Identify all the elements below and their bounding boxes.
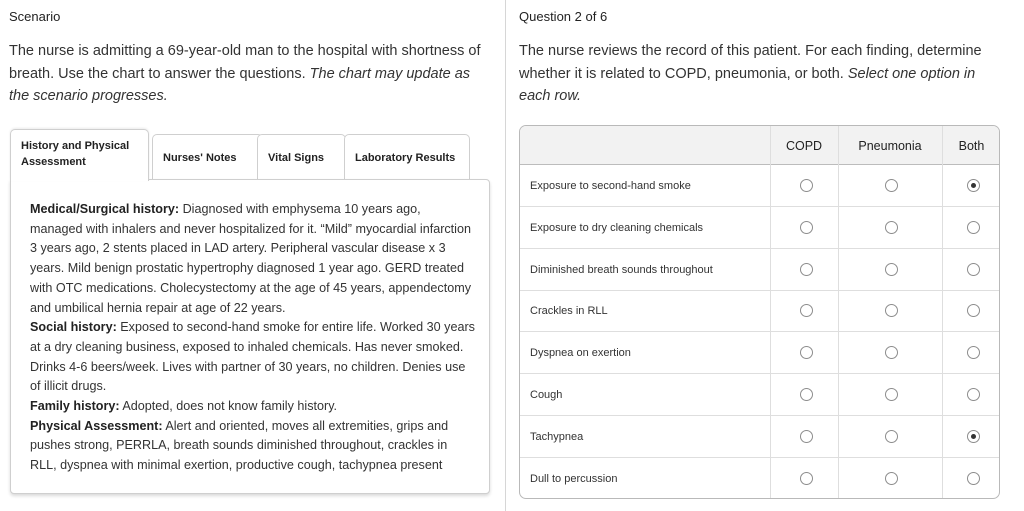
chart-panel bbox=[10, 179, 490, 494]
radio-both[interactable] bbox=[967, 221, 980, 234]
physical-assessment-heading: Physical Assessment: bbox=[30, 418, 163, 433]
social-history-text: Exposed to second-hand smoke for entire life. Worked 30 years at a dry cleaning business, exposed to inhaled chemicals. Has never smoked. Drinks 4-6 beers/week. Lives with partner of 30 years, no children. Denies use of illicit drugs. bbox=[30, 320, 475, 394]
radio-both[interactable] bbox=[967, 472, 980, 485]
matrix-table bbox=[519, 125, 1000, 499]
radio-both[interactable] bbox=[967, 179, 980, 192]
radio-pneumonia[interactable] bbox=[885, 263, 898, 276]
tab-history-physical[interactable]: History and Physical Assessment bbox=[10, 129, 149, 181]
tab-laboratory-results[interactable]: Laboratory Results bbox=[344, 134, 470, 180]
radio-copd[interactable] bbox=[800, 430, 813, 443]
radio-pneumonia[interactable] bbox=[885, 388, 898, 401]
scenario-prompt-text: The nurse is admitting a 69-year-old man to the hospital with shortness of breath. Use the chart to answer the questions. bbox=[9, 43, 481, 82]
question-pane bbox=[505, 0, 1024, 511]
row-label: Exposure to dry cleaning chemicals bbox=[530, 221, 704, 234]
row-label: Tachypnea bbox=[530, 430, 584, 443]
row-label: Dull to percussion bbox=[530, 472, 618, 485]
matrix-header bbox=[520, 126, 999, 165]
row-label: Cough bbox=[530, 389, 563, 401]
radio-copd[interactable] bbox=[800, 179, 813, 192]
tab-nurses-notes[interactable]: Nurses' Notes bbox=[152, 134, 263, 180]
row-label: Exposure to second-hand smoke bbox=[530, 180, 691, 192]
table-row bbox=[520, 249, 999, 291]
radio-both[interactable] bbox=[967, 430, 980, 443]
radio-copd[interactable] bbox=[800, 263, 813, 276]
radio-pneumonia[interactable] bbox=[885, 346, 898, 359]
column-header-pneumonia: Pneumonia bbox=[858, 138, 922, 153]
table-row bbox=[520, 332, 999, 374]
radio-copd[interactable] bbox=[800, 221, 813, 234]
medical-history-text: Diagnosed with emphysema 10 years ago, managed with inhalers and never hospitalized for it. “Mild” myocardial infarction 3 years ago, 2 stents placed in LAD artery. Peripheral vascular disease x 3 years. Mild benign prostatic hypertrophy diagnosed 1 year ago. GERD treated with OTC medications. Cholecystectomy at the age of 45 years, appendectomy and umbilical hernia repair at age of 22 years. bbox=[30, 202, 471, 315]
question-title: Question 2 of 6 bbox=[519, 9, 608, 24]
family-history-text: Adopted, does not know family history. bbox=[119, 399, 338, 414]
row-label: Diminished breath sounds throughout bbox=[530, 263, 713, 276]
scenario-title: Scenario bbox=[9, 9, 61, 24]
radio-pneumonia[interactable] bbox=[885, 179, 898, 192]
medical-history-heading: Medical/Surgical history: bbox=[30, 202, 180, 216]
scenario-pane bbox=[0, 0, 504, 511]
tab-vital-signs[interactable]: Vital Signs bbox=[257, 134, 346, 180]
question-prompt-note: Select one option in each row. bbox=[519, 65, 976, 104]
column-header-copd: COPD bbox=[785, 138, 823, 153]
radio-both[interactable] bbox=[967, 263, 980, 276]
radio-both[interactable] bbox=[967, 346, 980, 359]
table-row bbox=[520, 207, 999, 249]
chart-tabs bbox=[10, 129, 490, 180]
radio-both[interactable] bbox=[967, 388, 980, 401]
table-row bbox=[520, 290, 999, 332]
table-row bbox=[520, 416, 999, 458]
table-row bbox=[520, 458, 999, 499]
radio-copd[interactable] bbox=[800, 388, 813, 401]
radio-copd[interactable] bbox=[800, 346, 813, 359]
history-text bbox=[30, 200, 475, 476]
radio-copd[interactable] bbox=[800, 472, 813, 485]
scenario-prompt bbox=[9, 40, 493, 108]
social-history-heading: Social history: bbox=[30, 320, 117, 335]
table-row bbox=[520, 374, 999, 416]
radio-pneumonia[interactable] bbox=[885, 221, 898, 234]
family-history-heading: Family history: bbox=[30, 399, 120, 414]
radio-pneumonia[interactable] bbox=[885, 304, 898, 317]
row-label: Crackles in RLL bbox=[530, 305, 608, 318]
table-row bbox=[520, 165, 999, 207]
radio-pneumonia[interactable] bbox=[885, 430, 898, 443]
question-prompt-text: The nurse reviews the record of this patient. For each finding, determine whether it is related to COPD, pneumonia, or both. bbox=[519, 43, 982, 82]
radio-pneumonia[interactable] bbox=[885, 472, 898, 485]
question-prompt bbox=[519, 40, 1009, 108]
physical-assessment-text: Alert and oriented, moves all extremities, grips and pushes strong, PERRLA, breath sounds diminished throughout, crackles in RLL, dyspnea with minimal exertion, productive cough, tachypnea present bbox=[30, 418, 449, 473]
scenario-prompt-note: The chart may update as the scenario progresses. bbox=[9, 65, 471, 104]
row-label: Dyspnea on exertion bbox=[530, 347, 631, 360]
radio-copd[interactable] bbox=[800, 304, 813, 317]
column-header-both: Both bbox=[958, 138, 985, 153]
radio-both[interactable] bbox=[967, 304, 980, 317]
